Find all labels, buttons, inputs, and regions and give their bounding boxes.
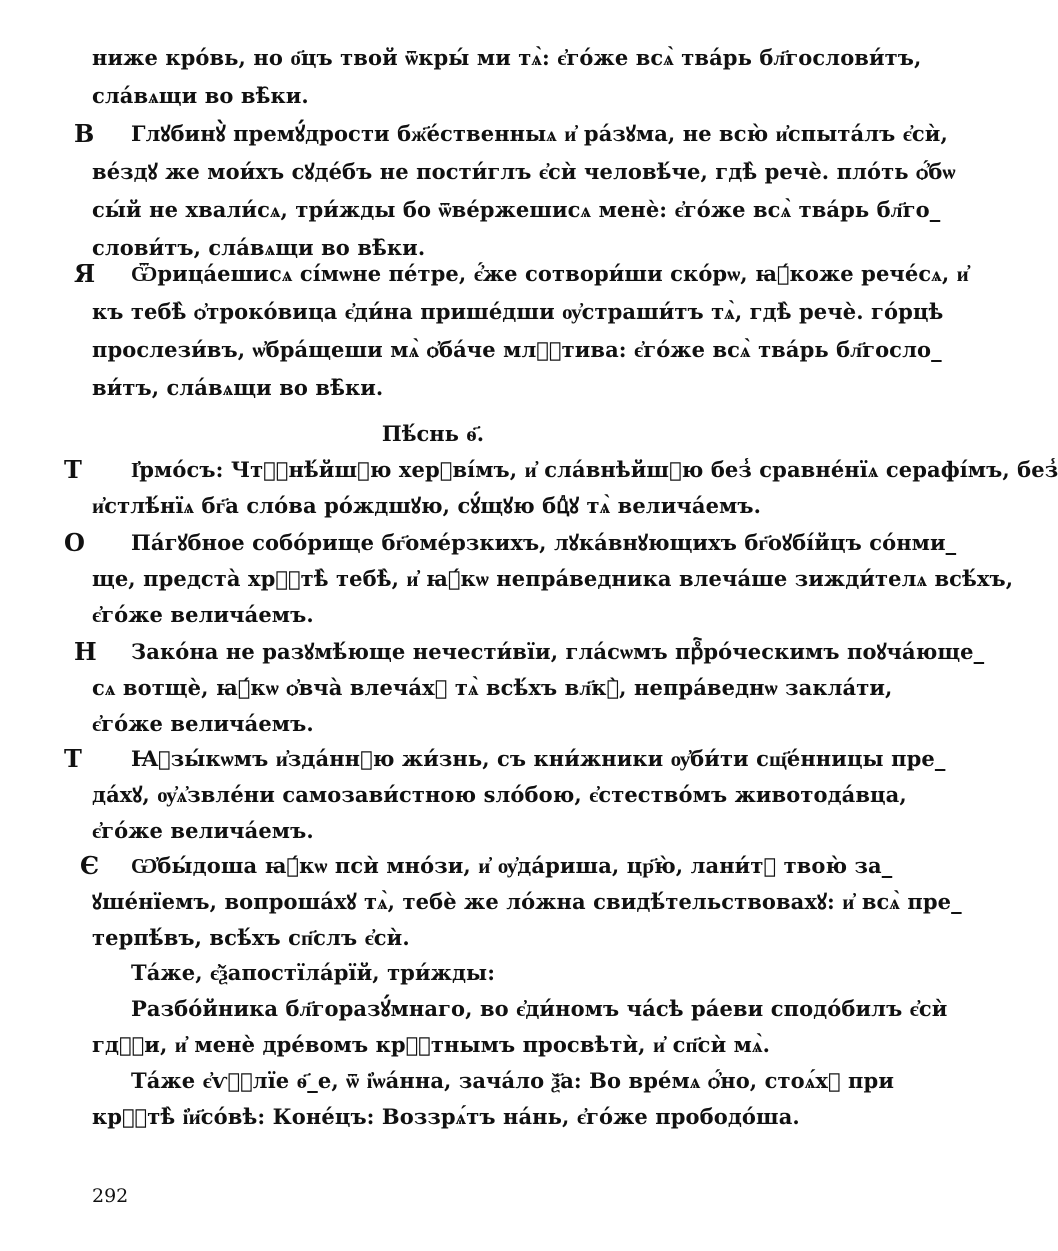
text-line: ꙋше́нїемъ, вопроша́хꙋ тѧ̀, тебѐ же ло́жна свидѣ́тельствовахꙋ: и҆ всѧ̀ пре_: [92, 889, 962, 914]
text-line: Глꙋбинꙋ̀ премꙋ́дрости бж҃е́ственныѧ и҆ ра́зꙋма, не всю̀ и҆спыта́лъ є҆сѝ,: [131, 121, 948, 146]
text-line: є҆го́же велича́емъ.: [92, 711, 314, 736]
refrain-mark: Н: [74, 637, 97, 666]
text-line: терпѣ́въ, всѣ́хъ сп҃слъ є҆сѝ.: [92, 925, 410, 950]
refrain-mark: Є: [80, 851, 100, 880]
text-line: Ꙗ҆зы́кѡмъ и҆зда́ннꙋю жи́знь, съ кни́жники ѹ҆би́ти сщ҃е́нницы пре_: [131, 746, 946, 771]
text-line: крⷭ҇тѣ̀ і҆и҃со́вѣ: Коне́цъ: Воззрѧ́тъ на́нь, є҆го́же прободо́ша.: [92, 1104, 800, 1129]
page-number: 292: [92, 1185, 129, 1207]
text-line: ще, предста̀ хрⷭ҇тѣ̀ тебѣ̀, и҆ ꙗ҆́кѡ непра́ведника влеча́ше зижди́телѧ всѣ́хъ,: [92, 566, 1014, 591]
text-line: слови́тъ, сла́вѧщи во вѣ̑ки.: [92, 235, 426, 260]
refrain-mark: О: [64, 528, 85, 557]
refrain-mark: Я: [74, 259, 96, 288]
text-line: сѧ вотщѐ, ꙗ҆́кѡ ѻ҆вча̀ влеча́хꙋ тѧ̀ всѣ́хъ вл҃кꙋ̀, непра́веднѡ закла́ти,: [92, 675, 893, 700]
text-line: ве́здꙋ же мои́хъ сꙋде́бъ не пости́глъ є҆сѝ человѣ́че, гдѣ̀ речѐ. пло́ть ѻ҆́бѡ: [92, 159, 956, 184]
text-line: Разбо́йника бл҃горазꙋ́мнаго, во є҆ди́номъ ча́сѣ ра́еви сподо́билъ є҆сѝ: [131, 996, 948, 1021]
text-line: и҆стлѣ́нїѧ бг҃а сло́ва ро́ждшꙋю, сꙋ́щꙋю бцⷣꙋ тѧ̀ велича́емъ.: [92, 493, 761, 518]
text-line: І҆рмо́съ: Чтⷭ҇нѣ́йшꙋю херꙋві́мъ, и҆ сла́внѣйшꙋю без̾ сравне́нїѧ серафі́мъ, без̾: [131, 457, 1058, 482]
text-line: да́хꙋ, ѹ҆ѧ҆звле́ни самозави́стною ѕло́бою, є҆стество́мъ животода́вца,: [92, 782, 907, 807]
text-line: є҆го́же велича́емъ.: [92, 818, 314, 843]
text-line: прослези́въ, ѡ҆бра́щеши мѧ̀ ѻ҆ба́че млⷭ҇тива: є҆го́же всѧ̀ тва́рь бл҃госло_: [92, 337, 942, 362]
refrain-mark: Т: [64, 455, 82, 484]
refrain-mark: Т: [64, 744, 82, 773]
refrain-mark: В: [74, 119, 95, 148]
text-line: Ѡ҆бы́доша ꙗ҆́кѡ псѝ мно́зи, и҆ ѹ҆да́риша, цр҃ю̀, лани́тꙋ твою̀ за_: [131, 853, 893, 878]
text-line: гдⷭ҇и, и҆ менѐ дре́вомъ крⷭ҇тнымъ просвѣтѝ, и҆ сп҃сѝ мѧ̀.: [92, 1032, 771, 1057]
text-line: Па́гꙋбное собо́рище бг҃оме́рзкихъ, лꙋка́внꙋющихъ бг҃оꙋбі́йцъ со́нми_: [131, 530, 957, 555]
rubric-line: Та́же є҆ѵⷢ҇лїе ѳ҃_е, ѿ і҆ѡа́нна, зача́ло ѯ҃а: Во вре́мѧ ѻ҆́но, стоѧ́хꙋ при: [131, 1068, 894, 1093]
text-line: сла́вѧщи во вѣ̑ки.: [92, 83, 309, 108]
ode-heading: Пѣ́снь ѳ҃.: [381, 421, 485, 446]
text-line: Ѿрица́ешисѧ сі́мѡне пе́тре, є҆́же сотвори́ши ско́рѡ, ꙗ҆́коже рече́сѧ, и҆: [131, 261, 969, 286]
text-line: ви́тъ, сла́вѧщи во вѣ̑ки.: [92, 375, 384, 400]
text-line: ниже кро́вь, но о҃цъ твой ѿкры́ ми тѧ̀: є҆го́же всѧ̀ тва́рь бл҃гослови́тъ,: [92, 45, 922, 70]
rubric-line: Та́же, є҆ѯапостїла́рїй, три́жды:: [131, 960, 496, 985]
text-line: къ тебѣ̀ ѻ҆троко́вица є҆ди́на прише́дши ѹ҆страши́тъ тѧ̀, гдѣ̀ речѐ. го́рцѣ: [92, 299, 944, 324]
text-line: сы́й не хвали́сѧ, три́жды бо ѿве́ржешисѧ менѐ: є҆го́же всѧ̀ тва́рь бл҃го_: [92, 197, 941, 222]
text-line: є҆го́же велича́емъ.: [92, 602, 314, 627]
text-line: Зако́на не разꙋмѣ́юще нечести́вїи, гла́сѡмъ прⷪ҇ро́ческимъ поꙋча́юще_: [131, 639, 985, 664]
